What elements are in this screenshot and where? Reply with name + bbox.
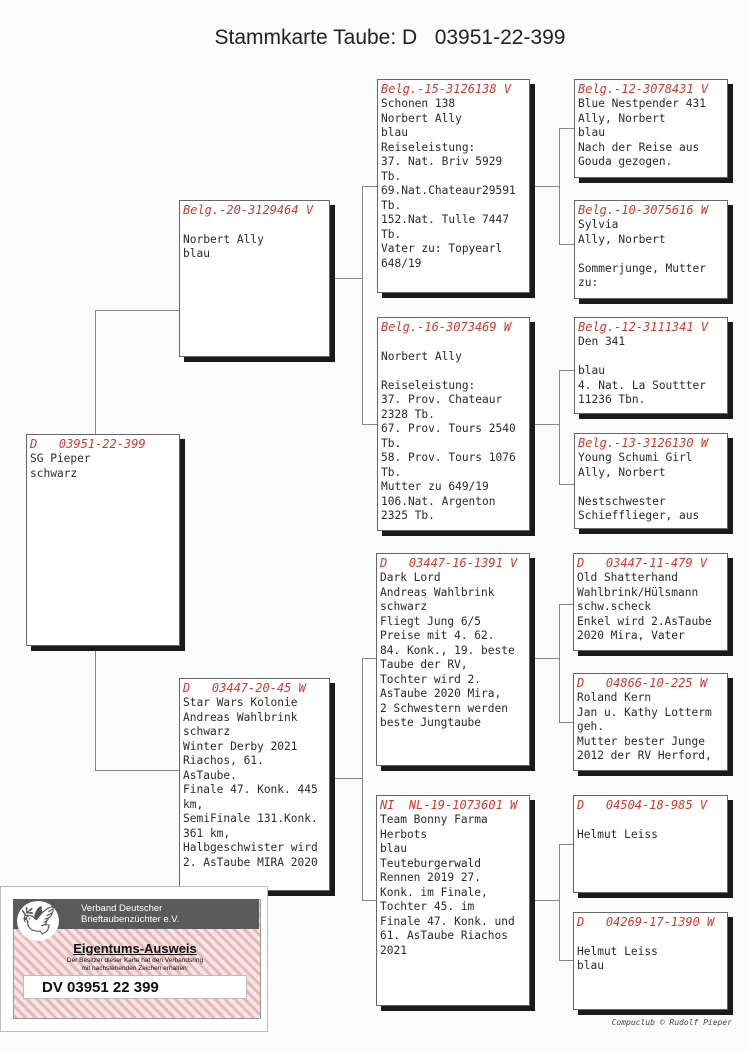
grandsire-sire-side-card [377,79,530,293]
connector [362,658,376,659]
connector [559,370,560,484]
ownership-ring-number: DV 03951 22 399 [23,975,247,999]
ring-number: Belg.-12-3111341 V [578,320,709,334]
connector [362,186,363,424]
great-grandparent-card [574,433,728,529]
connector [330,778,362,779]
connector [530,424,559,425]
connector [559,128,560,244]
organization-name: Verband Deutscher Brieftaubenzüchter e.V. [81,903,180,925]
pigeon-details: Roland Kern Jan u. Kathy Lotterm geh. Mutter bester Junge 2012 der RV Herford, [577,691,712,762]
great-grandparent-card [574,317,728,414]
ring-number: D 03447-20-45 W [183,681,306,695]
pigeon-details: Old Shatterhand Wahlbrink/Hülsmann schw.scheck Enkel wird 2.AsTaube 2020 Mira, Vater [577,571,712,642]
connector [559,604,573,605]
sire-card [179,200,330,357]
pigeon-details: Young Schumi Girl Ally, Norbert Nestschwester Schiefflieger, aus [578,451,700,522]
connector [559,844,560,960]
connector [559,484,574,485]
connector [559,244,574,245]
pigeon-details: Sylvia Ally, Norbert Sommerjunge, Mutter zu: [578,218,706,289]
connector [559,604,560,722]
pigeon-details: Helmut Leiss [577,827,658,841]
connector [559,722,573,723]
ownership-card [0,886,268,1032]
dam-card [179,678,330,891]
ring-number: Belg.-13-3126130 W [578,436,709,450]
ring-number: Belg.-16-3073469 W [381,320,512,334]
connector [362,186,377,187]
connector [330,278,362,279]
ring-number: D 03951-22-399 [30,437,146,451]
ring-number: Belg.-12-3078431 V [578,82,709,96]
page-title: Stammkarte Taube: D 03951-22-399 [214,26,566,49]
connector [530,658,559,659]
ring-number: D 04269-17-1390 W [577,915,715,929]
connector [95,310,179,311]
pigeon-logo-icon: 🕊 [17,901,59,941]
great-grandparent-card [573,912,728,1010]
pigeon-details: Den 341 blau 4. Nat. La Souttter 11236 Tbn. [578,335,706,406]
ring-number: D 03447-16-1391 V [380,556,518,570]
great-grandparent-card [573,553,728,651]
connector [530,900,559,901]
connector [530,186,559,187]
footer-credit: Compuclub © Rudolf Pieper [611,1018,732,1027]
connector [559,960,573,961]
connector [95,646,96,770]
ring-number: NI NL-19-1073601 W [380,798,518,812]
pigeon-details: Blue Nestpender 431 Ally, Norbert blau Nach der Reise aus Gouda gezogen. [578,97,706,168]
granddam-dam-side-card [376,795,530,1006]
connector [95,310,96,434]
grandsire-dam-side-card [376,553,530,766]
pigeon-details: Team Bonny Farma Herbots blau Teuteburgerwald Rennen 2019 27. Konk. im Finale, Tochter 45. im Finale 47. Konk. und 61. AsTaube Riachos 2021 [380,813,515,957]
connector [362,424,377,425]
connector [559,370,574,371]
subject-card [26,434,180,646]
pigeon-details: Norbert Ally Reiseleistung: 37. Prov. Chateaur 2328 Tb. 67. Prov. Tours 2540 Tb. 58. Prov. Tours 1076 Tb. Mutter zu 649/19 106.Nat. Argenton 2325 Tb. [381,349,516,522]
ring-number: D 04504-18-985 V [577,798,708,812]
pigeon-details: Star Wars Kolonie Andreas Wahlbrink schwarz Winter Derby 2021 Riachos, 61. AsTaube. Finale 47. Konk. 445 km, SemiFinale 131.Konk. 361 km, Halbgeschwister wird 2. AsTaube MIRA 2020 [183,696,318,869]
ring-number: Belg.-15-3126138 V [381,82,512,96]
connector [559,844,573,845]
pigeon-details: Helmut Leiss blau [577,944,658,972]
pigeon-details: Schonen 138 Norbert Ally blau Reiseleistung: 37. Nat. Briv 5929 Tb. 69.Nat.Chateaur29591 Tb. 152.Nat. Tulle 7447 Tb. Vater zu: Topyearl 648/19 [381,97,516,270]
ownership-subtitle: Der Besitzer dieser Karte hat den Verbandsring mit nachstehenden Zeichen erhalten: [66,957,204,972]
ring-number: Belg.-20-3129464 V [183,203,314,217]
connector [362,658,363,900]
connector [95,770,179,771]
great-grandparent-card [574,200,728,299]
pigeon-details: Norbert Ally blau [183,232,264,260]
granddam-sire-side-card [377,317,530,531]
ring-number: D 03447-11-479 V [577,556,708,570]
great-grandparent-card [574,79,728,178]
ring-number: Belg.-10-3075616 W [578,203,709,217]
great-grandparent-card [573,673,728,771]
ring-number: D 04866-10-225 W [577,676,708,690]
connector [362,900,376,901]
pigeon-details: Dark Lord Andreas Wahlbrink schwarz Fliegt Jung 6/5 Preise mit 4. 62. 84. Konk., 19. beste Taube der RV, Tochter wird 2. AsTaube 2020 Mira, 2 Schwestern werden beste Jungtaube [380,571,515,729]
connector [559,128,574,129]
ownership-title: Eigentums-Ausweis [73,941,197,956]
pigeon-details: SG Pieper schwarz [30,452,91,480]
great-grandparent-card [573,795,728,893]
